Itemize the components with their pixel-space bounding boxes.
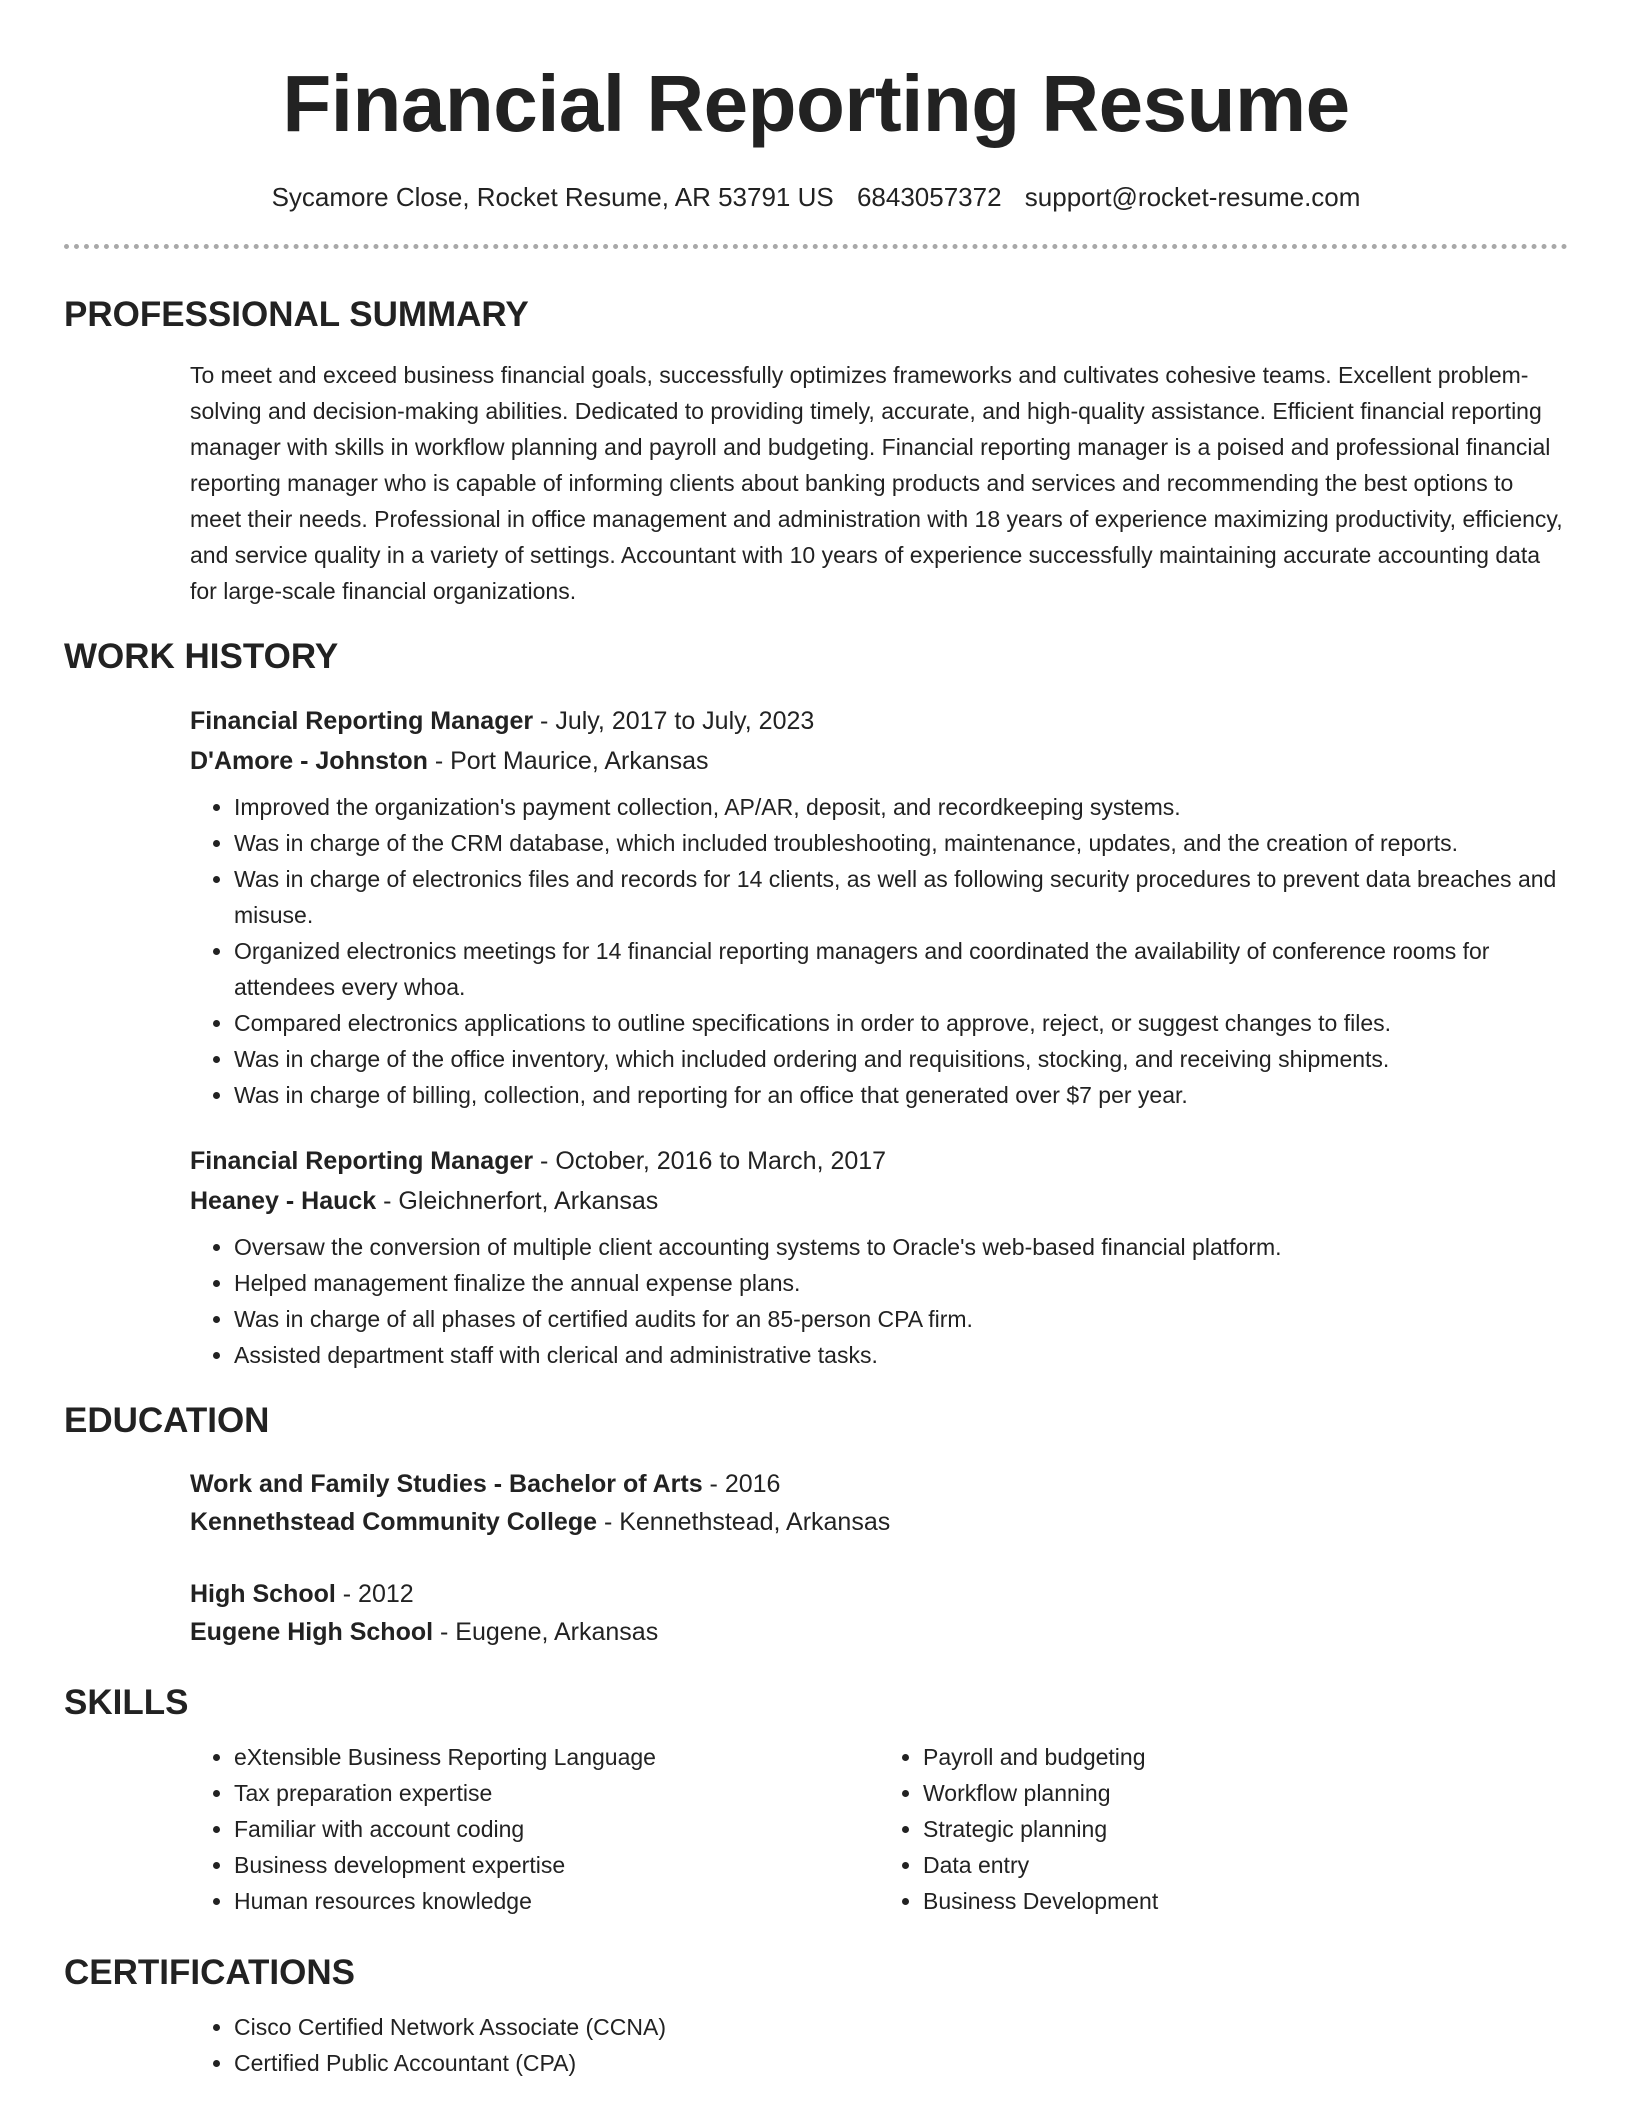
education-entry [190, 1465, 1568, 1541]
job-company-line [190, 1181, 1568, 1221]
list-item: • Was in charge of the office inventory, which included ordering and requisitions, stocking, and receiving shipments. [234, 1041, 1568, 1077]
education-degree: Work and Family Studies - Bachelor of Arts [190, 1470, 703, 1498]
list-item: • Compared electronics applications to outline specifications in order to approve, reject, or suggest changes to files. [234, 1005, 1568, 1041]
education-degree-line [190, 1575, 1568, 1613]
job-dates: - October, 2016 to March, 2017 [533, 1147, 887, 1175]
education-location: - Eugene, Arkansas [433, 1618, 659, 1646]
job-bullets [190, 789, 1568, 1113]
summary-section [64, 293, 1568, 609]
education-year: - 2012 [335, 1580, 414, 1608]
education-section [64, 1399, 1568, 1651]
list-item: • Was in charge of all phases of certified audits for an 85-person CPA firm. [234, 1301, 1568, 1337]
job-role: Financial Reporting Manager [190, 707, 534, 735]
job-role: Financial Reporting Manager [190, 1147, 534, 1175]
list-item: • Payroll and budgeting [923, 1739, 1568, 1775]
summary-text: To meet and exceed business financial goals, successfully optimizes frameworks and cultivates cohesive teams. Excellent problem-solving and decision-making abilities. Dedicated to providing timely, accurate, and high-quality assistance. Efficient financial reporting manager with skills in workflow planning and payroll and budgeting. Financial reporting manager is a poised and professional financial reporting manager who is capable of informing clients about banking products and services and recommending the best options to meet their needs. Professional in office management and administration with 18 years of experience maximizing productivity, efficiency, and service quality in a variety of settings. Accountant with 10 years of experience successfully maintaining accurate accounting data for large-scale financial organizations. [190, 362, 1563, 604]
certifications-body [190, 2009, 1568, 2081]
resume-title: Financial Reporting Resume [282, 59, 1350, 148]
contact-line [64, 180, 1568, 214]
list-item: • Organized electronics meetings for 14 financial reporting managers and coordinated the availability of conference rooms for attendees every whoa. [234, 933, 1568, 1005]
education-school-line [190, 1503, 1568, 1541]
education-location: - Kennethstead, Arkansas [597, 1508, 891, 1536]
skills-columns [190, 1739, 1568, 1919]
list-item: • Data entry [923, 1847, 1568, 1883]
list-item: • Business development expertise [234, 1847, 879, 1883]
list-item: • Tax preparation expertise [234, 1775, 879, 1811]
list-item: • Cisco Certified Network Associate (CCNA) [234, 2009, 1568, 2045]
job-dates: - July, 2017 to July, 2023 [533, 707, 815, 735]
certifications-list [190, 2009, 1568, 2081]
list-item: • Was in charge of electronics files and records for 14 clients, as well as following security procedures to prevent data breaches and misuse. [234, 861, 1568, 933]
skills-heading: SKILLS [64, 1683, 189, 1722]
certifications-section [64, 1951, 1568, 2081]
list-item: • Improved the organization's payment collection, AP/AR, deposit, and recordkeeping systems. [234, 789, 1568, 825]
list-item: • Was in charge of the CRM database, which included troubleshooting, maintenance, updates, and the creation of reports. [234, 825, 1568, 861]
job-bullets [190, 1229, 1568, 1373]
job-entry [190, 1141, 1568, 1373]
list-item: • eXtensible Business Reporting Language [234, 1739, 879, 1775]
list-item: • Was in charge of billing, collection, and reporting for an office that generated over $7 per year. [234, 1077, 1568, 1113]
list-item: • Strategic planning [923, 1811, 1568, 1847]
list-item: • Oversaw the conversion of multiple client accounting systems to Oracle's web-based financial platform. [234, 1229, 1568, 1265]
education-school: Eugene High School [190, 1618, 434, 1646]
work-history-section [64, 635, 1568, 1373]
address-text: Sycamore Close, Rocket Resume, AR 53791 US [271, 182, 834, 212]
list-item: • Workflow planning [923, 1775, 1568, 1811]
education-heading: EDUCATION [64, 1401, 270, 1440]
list-item: • Certified Public Accountant (CPA) [234, 2045, 1568, 2081]
job-title-line [190, 1141, 1568, 1181]
header-divider [64, 244, 1568, 249]
job-company: D'Amore - Johnston [190, 747, 428, 775]
skills-list-right [879, 1739, 1568, 1919]
job-location: - Port Maurice, Arkansas [427, 747, 709, 775]
job-location: - Gleichnerfort, Arkansas [376, 1187, 659, 1215]
skills-section [64, 1681, 1568, 1919]
work-history-heading: WORK HISTORY [64, 637, 339, 676]
list-item: • Assisted department staff with clerical and administrative tasks. [234, 1337, 1568, 1373]
skills-list-left [190, 1739, 879, 1919]
job-company: Heaney - Hauck [190, 1187, 377, 1215]
education-school-line [190, 1613, 1568, 1651]
list-item: • Helped management finalize the annual expense plans. [234, 1265, 1568, 1301]
job-company-line [190, 741, 1568, 781]
education-degree: High School [190, 1580, 336, 1608]
education-school: Kennethstead Community College [190, 1508, 597, 1536]
list-item: • Familiar with account coding [234, 1811, 879, 1847]
certifications-heading: CERTIFICATIONS [64, 1953, 356, 1992]
phone-text: 6843057372 [856, 182, 1002, 212]
list-item: • Business Development [923, 1883, 1568, 1919]
email-link[interactable]: support@rocket-resume.com [1024, 182, 1361, 212]
education-degree-line [190, 1465, 1568, 1503]
list-item: • Human resources knowledge [234, 1883, 879, 1919]
education-entry [190, 1575, 1568, 1651]
education-year: - 2016 [702, 1470, 781, 1498]
job-title-line [190, 701, 1568, 741]
job-entry [190, 701, 1568, 1113]
summary-heading: PROFESSIONAL SUMMARY [64, 295, 529, 334]
